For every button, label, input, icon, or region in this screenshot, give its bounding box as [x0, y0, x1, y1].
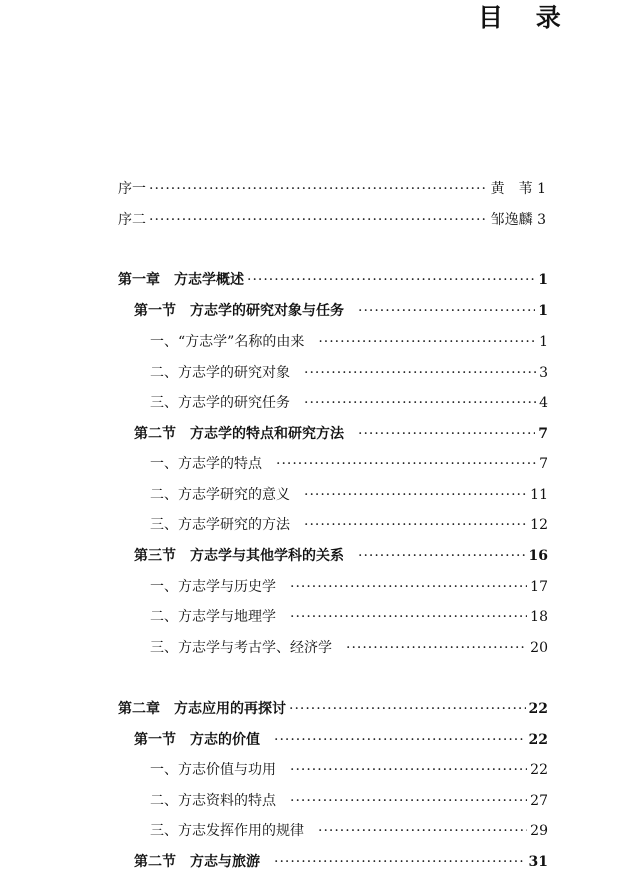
dot-leader	[274, 729, 526, 751]
dot-leader	[276, 453, 536, 475]
dot-leader	[358, 423, 535, 445]
toc-entry-label: 一、方志价值与功用	[150, 762, 276, 778]
toc-entry-page: 12	[530, 517, 548, 533]
toc-entry-page: 22	[530, 762, 548, 778]
toc-entry-page: 22	[528, 732, 548, 748]
toc-entry-label: 二、方志学研究的意义	[150, 487, 290, 503]
toc-entry-section[interactable]	[134, 300, 548, 322]
toc-entry-page: 22	[528, 701, 548, 717]
toc-entry-label: 二、方志资料的特点	[150, 793, 276, 809]
dot-leader	[289, 698, 526, 720]
toc-entry-subsection[interactable]	[150, 790, 548, 812]
toc-entry-page: 7	[538, 426, 548, 442]
toc-entry-page: 18	[530, 609, 548, 625]
toc-entry-label: 三、方志学与考古学、经济学	[150, 640, 332, 656]
toc-entry-page: 11	[530, 487, 548, 503]
toc-entry-label: 第一节 方志的价值	[134, 732, 260, 748]
dot-leader	[304, 514, 527, 536]
toc-entry-subsection[interactable]	[150, 606, 548, 628]
toc-entry-page: 4	[539, 395, 548, 411]
dot-leader	[290, 576, 527, 598]
dot-leader	[318, 820, 527, 842]
toc-entry-label: 第二节 方志学的特点和研究方法	[134, 426, 344, 442]
toc-entry-label: 序二	[118, 212, 146, 228]
toc-entry-subsection[interactable]	[150, 362, 548, 384]
toc-entry-page: 黄 苇 1	[490, 181, 546, 197]
toc-entry-page: 1	[538, 303, 548, 319]
dot-leader	[358, 300, 535, 322]
toc-entry-label: 一、“方志学”名称的由来	[150, 334, 305, 350]
toc-entry-page: 1	[538, 272, 548, 288]
toc-entry-label: 第二章 方志应用的再探讨	[118, 701, 286, 717]
toc-entry-label: 序一	[118, 181, 146, 197]
toc-entry-subsection[interactable]	[150, 453, 548, 475]
toc-entry-subsection[interactable]	[150, 514, 548, 536]
toc-entry-subsection[interactable]	[150, 576, 548, 598]
toc-entry-subsection[interactable]	[150, 331, 548, 353]
toc-entry-subsection[interactable]	[150, 820, 548, 842]
toc-entry-subsection[interactable]	[150, 392, 548, 414]
toc-entry-label: 第一章 方志学概述	[118, 272, 244, 288]
dot-leader	[304, 392, 536, 414]
dot-leader	[290, 606, 527, 628]
toc-entry-label: 第二节 方志与旅游	[134, 854, 260, 870]
toc-entry-subsection[interactable]	[150, 637, 548, 659]
toc-entry-subsection[interactable]	[150, 759, 548, 781]
toc-entry-section[interactable]	[134, 729, 548, 751]
dot-leader	[247, 269, 535, 291]
dot-leader	[304, 362, 536, 384]
dot-leader	[149, 209, 488, 231]
toc-entry-preface-1[interactable]	[118, 178, 546, 200]
toc-entry-section[interactable]	[134, 545, 548, 567]
toc-entry-section[interactable]	[134, 851, 548, 873]
dot-leader	[346, 637, 527, 659]
dot-leader	[274, 851, 526, 873]
dot-leader	[318, 331, 536, 353]
toc-entry-chapter-1[interactable]	[118, 269, 548, 291]
toc-entry-label: 一、方志学的特点	[150, 456, 262, 472]
dot-leader	[358, 545, 526, 567]
toc-entry-label: 第一节 方志学的研究对象与任务	[134, 303, 344, 319]
toc-entry-label: 三、方志学的研究任务	[150, 395, 290, 411]
toc-entry-page: 3	[539, 365, 548, 381]
toc-entry-page: 27	[530, 793, 548, 809]
toc-entry-page: 31	[528, 854, 548, 870]
dot-leader	[304, 484, 527, 506]
toc-entry-section[interactable]	[134, 423, 548, 445]
toc-entry-page: 1	[539, 334, 548, 350]
toc-entry-label: 三、方志发挥作用的规律	[150, 823, 304, 839]
toc-entry-page: 7	[539, 456, 548, 472]
page-title: 目 录	[478, 3, 573, 32]
toc-entry-preface-2[interactable]	[118, 209, 546, 231]
toc-entry-page: 邹逸麟 3	[490, 212, 546, 228]
toc-entry-label: 第三节 方志学与其他学科的关系	[134, 548, 344, 564]
toc-entry-label: 二、方志学与地理学	[150, 609, 276, 625]
toc-entry-page: 20	[530, 640, 548, 656]
toc-entry-page: 16	[528, 548, 548, 564]
toc-entry-page: 29	[530, 823, 548, 839]
toc-entry-label: 一、方志学与历史学	[150, 579, 276, 595]
dot-leader	[149, 178, 488, 200]
dot-leader	[290, 759, 527, 781]
toc-entry-subsection[interactable]	[150, 484, 548, 506]
toc-entry-label: 三、方志学研究的方法	[150, 517, 290, 533]
toc-entry-page: 17	[530, 579, 548, 595]
toc-entry-label: 二、方志学的研究对象	[150, 365, 290, 381]
dot-leader	[290, 790, 527, 812]
toc-entry-chapter-2[interactable]	[118, 698, 548, 720]
